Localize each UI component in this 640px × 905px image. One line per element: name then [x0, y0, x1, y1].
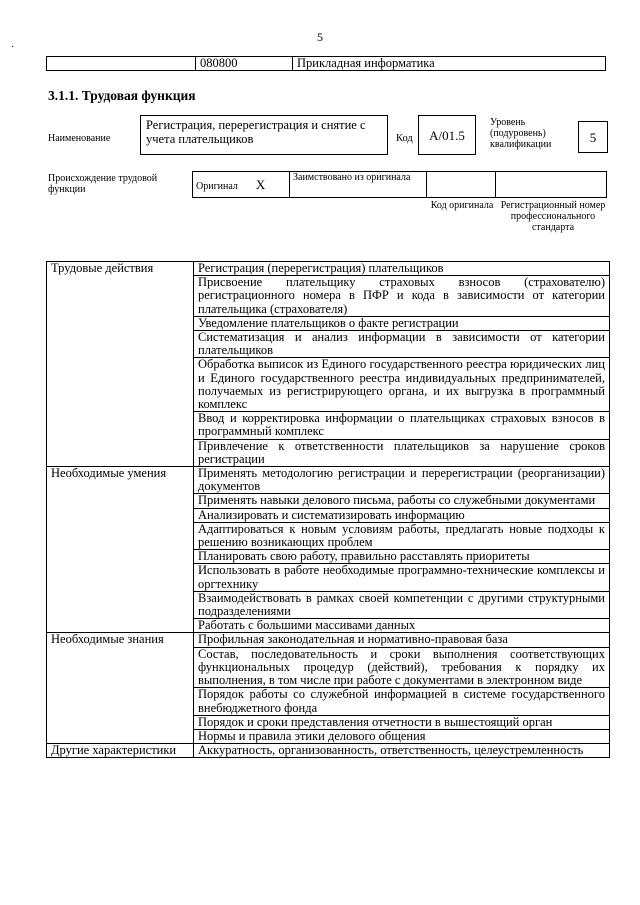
origin-reg-number-label: Регистрационный номер профессионального стандарта: [500, 200, 606, 233]
section-heading: Другие характеристики: [47, 744, 194, 758]
section-item: Состав, последовательность и сроки выполнения соответствующих функциональных процедур (действий), требования к порядку их выполнения, в том числе при работе с документами в электронном виде: [194, 647, 610, 688]
section-item: Профильная законодательная и нормативно-правовая база: [194, 633, 610, 647]
section-item: Ввод и корректировка информации о плательщиках страховых взносов в программный комплекс: [194, 412, 610, 439]
section-item: Работать с большими массивами данных: [194, 619, 610, 633]
section-item: Аккуратность, организованность, ответственность, целеустремленность: [194, 744, 610, 758]
qualification-level-label: Уровень (подуровень) квалификации: [490, 117, 552, 150]
labor-function-table: [46, 261, 610, 758]
function-name: Регистрация, перерегистрация и снятие с учета плательщиков: [140, 115, 388, 155]
section-item: Систематизация и анализ информации в зависимости от категории плательщиков: [194, 331, 610, 358]
function-name-label: Наименование: [48, 133, 111, 144]
table-row: [47, 744, 610, 758]
section-heading: Необходимые знания: [47, 633, 194, 744]
section-item: Применять навыки делового письма, работы со служебными документами: [194, 494, 610, 508]
specialty-name: Прикладная информатика: [293, 57, 606, 71]
section-item: Взаимодействовать в рамках своей компетенции с другими структурными подразделениями: [194, 591, 610, 618]
page-number: 5: [317, 30, 323, 44]
section-title: 3.1.1. Трудовая функция: [48, 88, 196, 103]
qualification-level: 5: [578, 121, 608, 153]
origin-reg-number-cell: [496, 172, 607, 198]
section-heading: Трудовые действия: [47, 262, 194, 467]
section-item: Нормы и правила этики делового общения: [194, 729, 610, 743]
table-row: [47, 467, 610, 494]
section-item: Использовать в работе необходимые программно-технические комплексы и оргтехнику: [194, 564, 610, 591]
specialty-blank-cell: [47, 57, 196, 71]
origin-table: [192, 171, 607, 198]
section-item: Привлечение к ответственности плательщиков за нарушение сроков регистрации: [194, 439, 610, 466]
table-row: [47, 262, 610, 276]
section-item: Регистрация (перерегистрация) плательщиков: [194, 262, 610, 276]
section-heading: Необходимые умения: [47, 467, 194, 633]
origin-original-mark: X: [255, 177, 266, 192]
origin-borrowed-label: Заимствовано из оригинала: [290, 172, 427, 198]
section-item: Анализировать и систематизировать информацию: [194, 508, 610, 522]
origin-code-cell: [427, 172, 496, 198]
section-item: Уведомление плательщиков о факте регистрации: [194, 316, 610, 330]
origin-label: Происхождение трудовой функции: [48, 173, 158, 195]
margin-mark: ·: [11, 42, 15, 53]
section-item: Планировать свою работу, правильно расставлять приоритеты: [194, 550, 610, 564]
section-item: Порядок работы со служебной информацией в системе государственного внебюджетного фонда: [194, 688, 610, 715]
specialty-table: [46, 56, 606, 71]
section-item: Присвоение плательщику страховых взносов (страхователю) регистрационного номера в ПФР и кода в зависимости от категории плательщика (страхователя): [194, 276, 610, 317]
origin-original-cell: [193, 172, 290, 198]
function-code-label: Код: [396, 133, 413, 144]
specialty-code: 080800: [196, 57, 293, 71]
section-item: Применять методологию регистрации и перерегистрации (реорганизации) документов: [194, 467, 610, 494]
section-item: Обработка выписок из Единого государственного реестра юридических лиц и Единого государственного реестра индивидуальных предпринимателей, получаемых из регистрирующего органа, и их выгрузка в программный комплекс: [194, 358, 610, 412]
origin-code-original-label: Код оригинала: [430, 200, 494, 211]
origin-original-label: Оригинал: [196, 181, 238, 192]
section-item: Порядок и сроки представления отчетности в вышестоящий орган: [194, 715, 610, 729]
table-row: [47, 633, 610, 647]
function-code: А/01.5: [418, 115, 476, 155]
section-item: Адаптироваться к новым условиям работы, предлагать новые подходы к решению возникающих проблем: [194, 522, 610, 549]
